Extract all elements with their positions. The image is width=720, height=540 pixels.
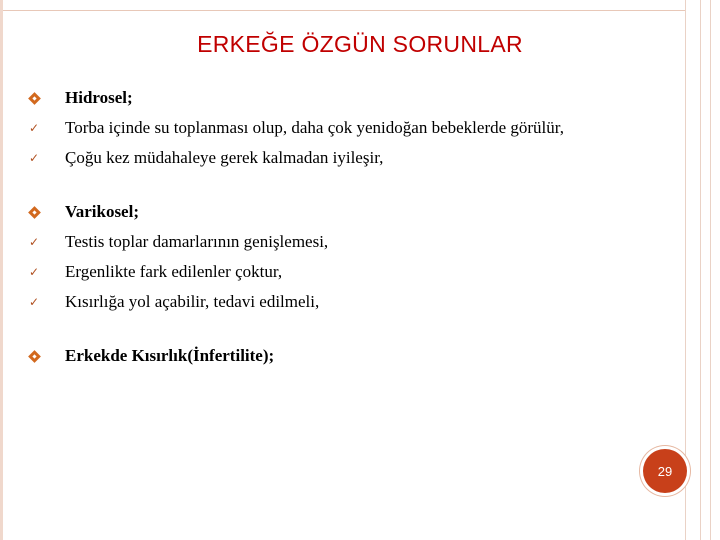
section-heading-text: Erkekde Kısırlık(İnfertilite); — [65, 346, 275, 365]
list-item-text: Ergenlikte fark edilenler çoktur, — [65, 262, 283, 281]
slide-title: ERKEĞE ÖZGÜN SORUNLAR — [197, 31, 523, 57]
section-heading-text: Varikosel; — [65, 202, 139, 221]
slide-content — [28, 83, 688, 371]
checkmark-bullet-icon: ✓ — [29, 121, 40, 135]
checkmark-bullet-icon: ✓ — [29, 295, 40, 309]
section-gap — [28, 317, 688, 341]
list-item-text: Kısırlığa yol açabilir, tedavi edilmeli, — [65, 292, 320, 311]
slide-left-border — [0, 0, 3, 540]
list-item-text: Torba içinde su toplanması olup, daha çok yenidoğan bebeklerde görülür, — [65, 118, 565, 137]
section-heading — [28, 197, 688, 227]
checkmark-bullet-icon: ✓ — [29, 265, 40, 279]
list-item — [28, 227, 688, 257]
slide-top-border — [0, 0, 720, 11]
section-heading — [28, 341, 688, 371]
list-item — [28, 113, 688, 143]
diamond-bullet-icon — [28, 352, 65, 361]
list-item — [28, 287, 688, 317]
list-item — [28, 143, 688, 173]
checkmark-bullet-icon: ✓ — [29, 235, 40, 249]
section-heading-text: Hidrosel; — [65, 88, 133, 107]
list-item-text: Testis toplar damarlarının genişlemesi, — [65, 232, 329, 251]
section-gap — [28, 173, 688, 197]
checkmark-bullet-icon: ✓ — [29, 151, 40, 165]
page-number-badge: 29 — [643, 449, 687, 493]
section-heading — [28, 83, 688, 113]
border-line — [710, 0, 711, 540]
list-item — [28, 257, 688, 287]
list-item-text: Çoğu kez müdahaleye gerek kalmadan iyileşir, — [65, 148, 384, 167]
diamond-bullet-icon — [28, 208, 65, 217]
border-line — [700, 0, 701, 540]
slide-right-border — [685, 0, 720, 540]
diamond-bullet-icon — [28, 94, 65, 103]
